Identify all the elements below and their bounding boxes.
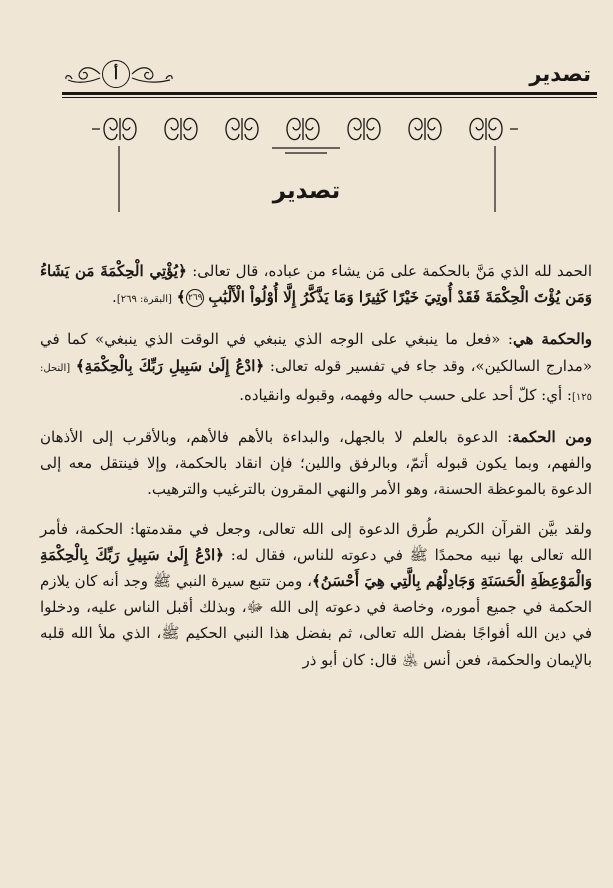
text-span: ولقد بيَّن القرآن الكريم طُرق الدعوة إلى الله تعالى، وجعل في مقدمتها: الحكمة، فأمر الله تعالى بها نبيه محمدًا ﷺ في دعوته للناس، فقال له: (40, 519, 592, 564)
header-rule-thin (62, 97, 597, 98)
quran-verse: ﴿ادْعُ إِلَىٰ سَبِيلِ رَبِّكَ بِالْحِكْمَةِ وَالْمَوْعِظَةِ الْحَسَنَةِ وَجَادِلْهُم بِالَّتِي هِيَ أَحْسَنُ﴾ (40, 545, 592, 591)
quran-verse-end: ﴾ (176, 288, 186, 307)
paragraph-2 (40, 326, 592, 411)
verse-reference: [النحل: ١٢٥] (40, 362, 592, 403)
ornament-motif (287, 118, 319, 140)
lead-phrase: والحكمة هي (513, 330, 593, 349)
main-text (40, 258, 592, 673)
text-span: . (112, 288, 117, 307)
ornament-motif (226, 118, 258, 140)
text-span: : الدعوة بالعلم لا بالجهل، والبداءة بالأهم فالأهم، وبالأقرب إلى الأذهان والفهم، وبما يكون قبوله أتمّ، وبالرفق واللين؛ فإن انقاد بالحكمة، وإلا فينتقل معه إلى الدعوة بالموعظة الحسنة، وهو الأمر والنهي المقرون بالترغيب والترهيب. (40, 428, 592, 499)
running-title: تصدير (529, 62, 591, 86)
ornament-motif (409, 118, 441, 140)
page-number-ornament (62, 60, 177, 90)
ayah-number: ٢٦٩ (186, 289, 204, 307)
quran-verse: ﴿ادْعُ إِلَىٰ سَبِيلِ رَبِّكَ بِالْحِكْمَةِ﴾ (75, 356, 265, 375)
verse-reference: [البقرة: ٢٦٩] (116, 294, 172, 306)
text-span: الحمد لله الذي مَنَّ بالحكمة على مَن يشاء من عباده، قال تعالى: (186, 262, 592, 280)
text-span: ، ومن تتبع سيرة النبي ﷺ وجد أنه كان يلازم الحكمة في جميع أموره، وخاصة في دعوته إلى الله ﷻ، وبذلك أقبل الناس عليه، ودخلوا في دين الله أفواجًا بفضل الله تعالى، ثم بفضل هذا النبي الحكيم ﷺ، الذي ملأ الله قلبه بالإيمان والحكمة، فعن أنس ﵁ قال: كان أبو ذر (40, 572, 592, 669)
running-header (62, 60, 597, 100)
text-span: : أي: كلّ أحد على حسب حاله وفهمه، وقبوله وانقياده. (239, 385, 572, 404)
chapter-ornament-icon (90, 112, 520, 146)
paragraph-3 (40, 424, 592, 503)
text-span: : «فعل ما ينبغي على الوجه الذي ينبغي في الوقت الذي ينبغي» كما في «مدارج السالكين»، وقد جاء في تفسير قوله تعالى: (40, 330, 592, 375)
header-rule (62, 92, 597, 95)
ornament-motif (104, 118, 136, 140)
quran-verse: ﴿يُؤْتِي الْحِكْمَةَ مَن يَشَاءُ وَمَن يُؤْتَ الْحِكْمَةَ فَقَدْ أُوتِيَ خَيْرًا كَثِيرًا وَمَا يَذَّكَّرُ إِلَّا أُوْلُواْ الْأَلْبَٰبِ (40, 262, 592, 307)
ornament-motif (165, 118, 197, 140)
page-number: أ (102, 60, 130, 88)
ornament-motif (348, 118, 380, 140)
chapter-title: تصدير (272, 178, 341, 204)
paragraph-1 (40, 258, 592, 313)
paragraph-4 (40, 516, 592, 673)
lead-phrase: ومن الحكمة (512, 428, 592, 447)
ornament-motif (470, 118, 502, 140)
